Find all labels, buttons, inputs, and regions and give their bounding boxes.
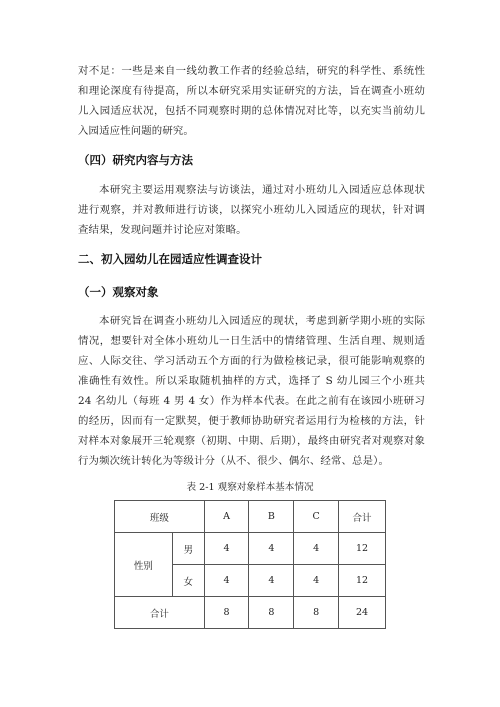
table-caption: 表 2-1 观察对象样本基本情况: [186, 482, 314, 493]
sample-table: [114, 500, 386, 629]
cell-male-b: 4: [249, 533, 294, 565]
heading-observation-subjects: （一）观察对象: [78, 285, 159, 299]
heading-research-content-methods: （四）研究内容与方法: [78, 153, 193, 167]
header-total: 合计: [339, 501, 386, 533]
header-class-a: A: [204, 501, 249, 533]
sum-label-cell: 合计: [115, 597, 205, 629]
gender-label-cell: 性别: [115, 533, 173, 597]
cell-sum-c: 8: [294, 597, 339, 629]
header-class-c: C: [294, 501, 339, 533]
table-sum-row: [115, 597, 386, 629]
paragraph-literature-shortcomings: 对不足：一些是来自一线幼教工作者的经验总结，研究的科学性、系统性和理论深度有待提高，所以本研究采用实证研究的方法，旨在调查小班幼儿入园适应状况，包括不同观察时期的总体情况对比等，以充实当前幼儿入园适应性问题的研究。: [78, 65, 425, 137]
cell-female-b: 4: [249, 565, 294, 597]
cell-male-c: 4: [294, 533, 339, 565]
cell-sum-b: 8: [249, 597, 294, 629]
header-class-b: B: [249, 501, 294, 533]
paragraph-observation-subjects: 本研究旨在调查小班幼儿入园适应的现状，考虑到新学期小班的实际情况，想要针对全体小班幼儿一日生活中的情绪管理、生活自理、规则适应、人际交往、学习活动五个方面的行为做检核记录，很可能影响观察的准确性有效性。所以采取随机抽样的方式，选择了 S 幼儿园三个小班共 24 名幼儿（每班 4 男 4 女）作为样本代表。在此之前有在该园小班研习的经历，因而有一定默契，便于教师协助研究者运用行为检核的方法，针对样本对象展开三轮观察（初期、中期、后期），最终由研究者对观察对象行为频次统计转化为等级计分（从不、很少、偶尔、经常、总是）。: [78, 315, 425, 467]
paragraph-research-methods: 本研究主要运用观察法与访谈法，通过对小班幼儿入园适应总体现状进行观察，并对教师进行访谈，以探究小班幼儿入园适应的现状，针对调查结果，发现问题并讨论应对策略。: [78, 184, 425, 236]
cell-sum-total: 24: [339, 597, 386, 629]
header-class-cell: 班级: [115, 501, 205, 533]
cell-male-a: 4: [204, 533, 249, 565]
cell-male-total: 12: [339, 533, 386, 565]
heading-chapter-2: 二、初入园幼儿在园适应性调查设计: [78, 252, 262, 266]
row-label-male: 男: [172, 533, 204, 565]
table-row: [115, 533, 386, 565]
cell-sum-a: 8: [204, 597, 249, 629]
row-label-female: 女: [172, 565, 204, 597]
cell-female-c: 4: [294, 565, 339, 597]
table-header-row: [115, 501, 386, 533]
cell-female-total: 12: [339, 565, 386, 597]
cell-female-a: 4: [204, 565, 249, 597]
